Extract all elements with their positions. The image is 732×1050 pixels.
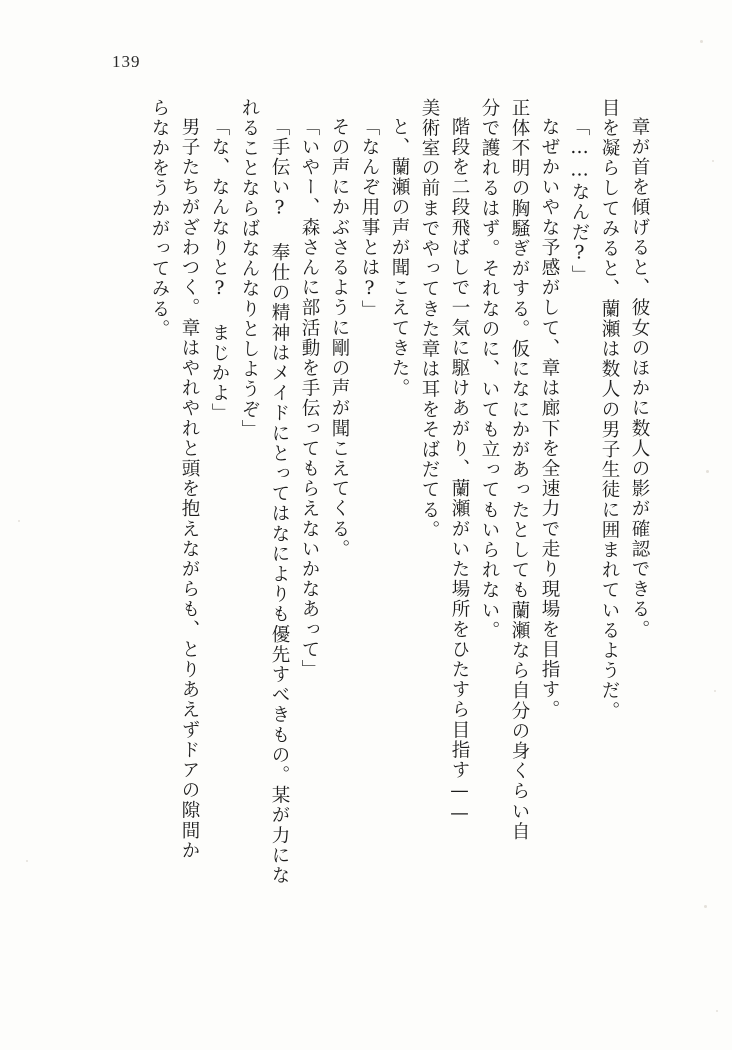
text-column: らなかをうかがってみる。 (149, 98, 170, 340)
scan-speck (716, 1010, 718, 1012)
text-column: 「いやー、森さんに部活動を手伝ってもらえないかなあって」 (299, 117, 320, 680)
text-column: 美術室の前までやってきた章は耳をそばだてる。 (419, 98, 440, 541)
text-column: 「なんぞ用事とは?」 (359, 117, 380, 321)
text-column: れることならばなんなりとしようぞ」 (239, 98, 260, 440)
text-column: と、蘭瀬の声が聞こえてきた。 (389, 117, 410, 399)
scan-speck (18, 520, 20, 522)
scan-speck (714, 690, 716, 692)
body-text-block (88, 98, 648, 968)
scan-speck (700, 40, 703, 43)
text-column: 目を凝らしてみると、蘭瀬は数人の男子生徒に囲まれているようだ。 (599, 98, 620, 722)
text-column: 「……なんだ?」 (569, 117, 590, 286)
text-column: 正体不明の胸騒ぎがする。仮になにかがあったとしても蘭瀬なら自分の身くらい自 (509, 98, 530, 842)
scan-speck (26, 860, 28, 862)
text-column: 階段を二段飛ばしで一気に駆けあがり、蘭瀬がいた場所をひたすら目指す—— (449, 117, 470, 826)
scan-speck (712, 160, 714, 162)
scan-speck (706, 470, 709, 473)
page-number: 139 (112, 52, 141, 71)
text-column: 男子たちがざわつく。章はやれやれと頭を抱えながらも、とりあえずドアの隙間か (179, 117, 200, 861)
text-column: なぜかいやな予感がして、章は廊下を全速力で走り現場を目指す。 (539, 117, 560, 720)
text-column: その声にかぶさるように剛の声が聞こえてくる。 (329, 117, 350, 560)
scan-speck (704, 905, 707, 908)
text-column: 分で護れるはず。それなのに、いても立ってもいられない。 (479, 98, 500, 641)
text-column: 「な、なんなりと? まじかよ」 (209, 117, 230, 424)
text-column: 「手伝い? 奉仕の精神はメイドにとってはなによりも優先すべきもの。某が力にな (269, 117, 290, 886)
text-column: 章が首を傾げると、彼女のほかに数人の影が確認できる。 (629, 117, 650, 640)
